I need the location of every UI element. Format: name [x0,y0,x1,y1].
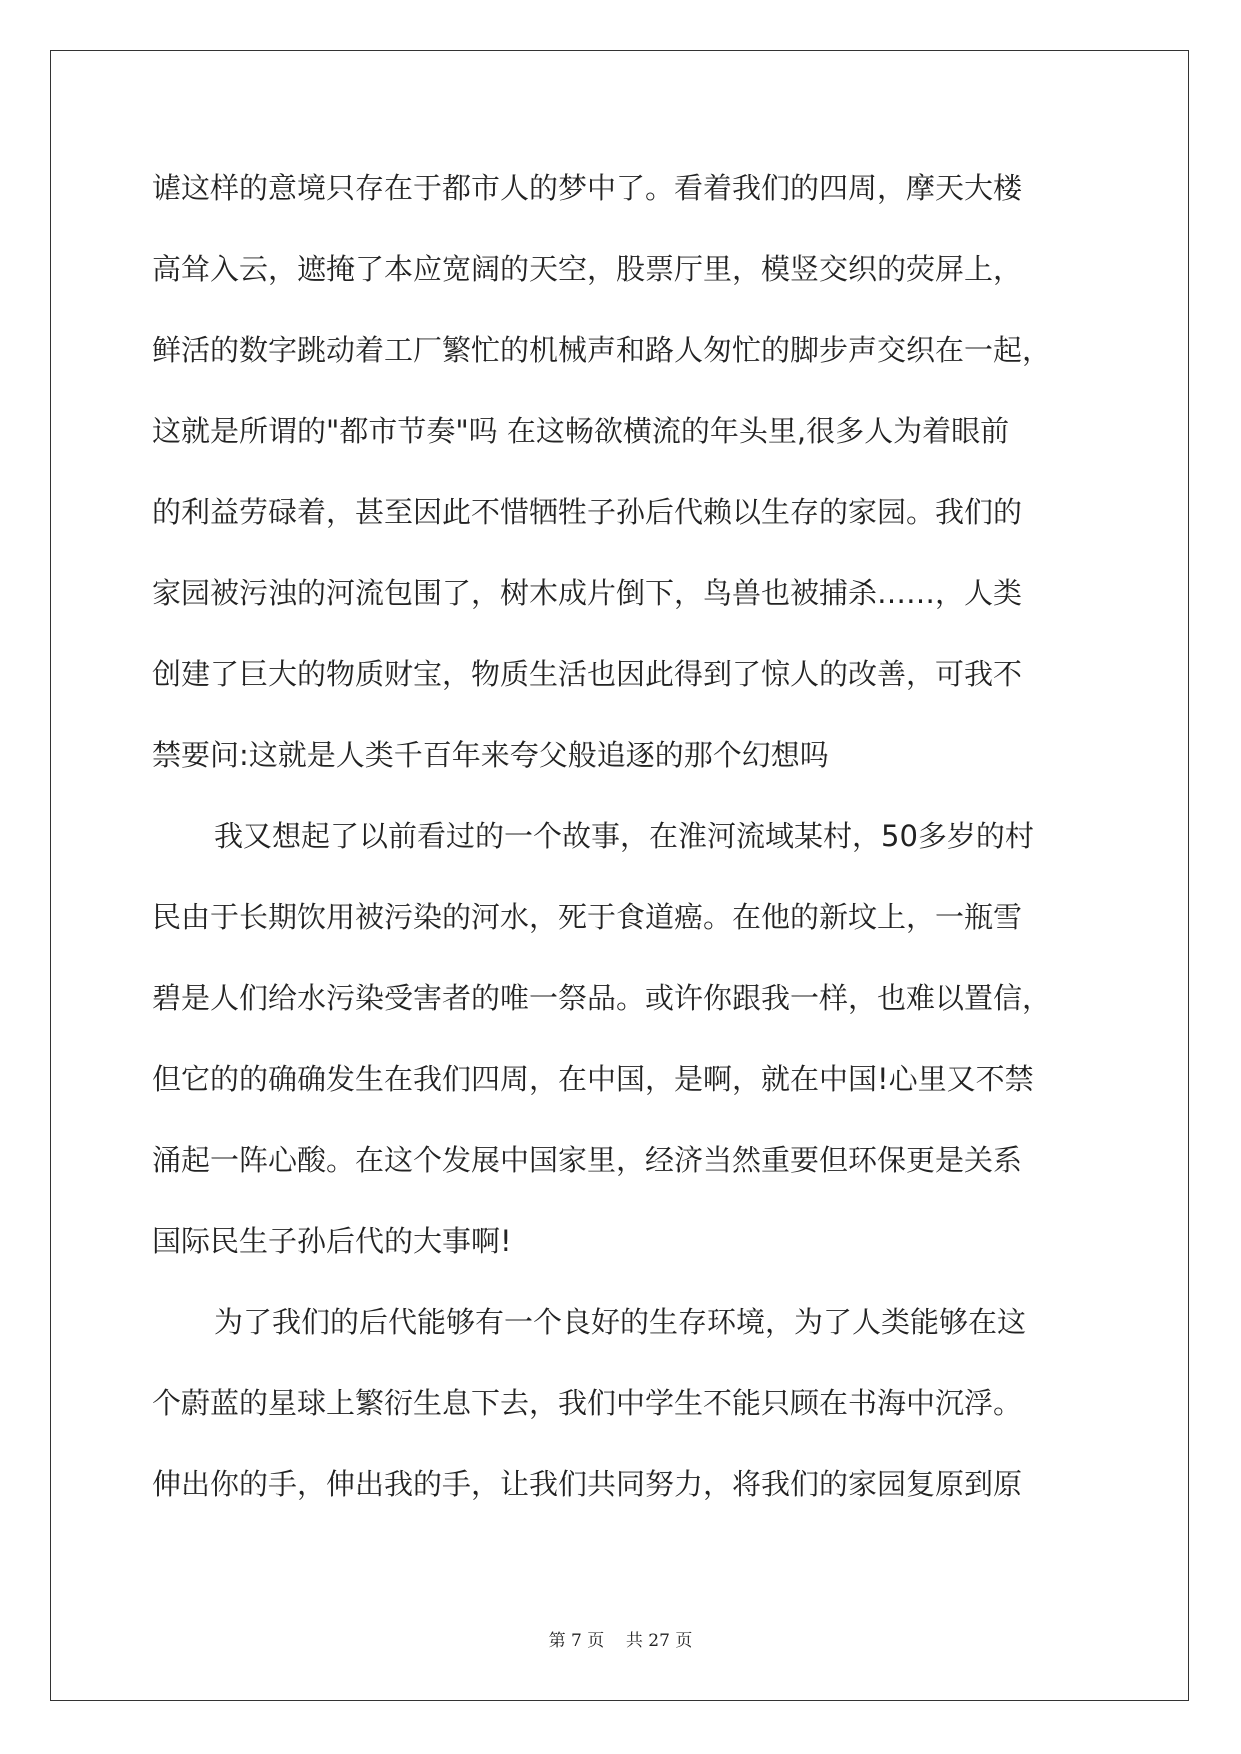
text-line: 个蔚蓝的星球上繁衍生息下去，我们中学生不能只顾在书海中沉浮。 [152,1386,1023,1420]
document-body [152,160,1097,1537]
text-line: 涌起一阵心酸。在这个发展中国家里，经济当然重要但环保更是关系 [152,1143,1023,1177]
text-line: 禁要问:这就是人类千百年来夸父般追逐的那个幻想吗 [152,738,829,772]
text-line: 伸出你的手，伸出我的手，让我们共同努力，将我们的家园复原到原 [152,1467,1023,1501]
text-line: 这就是所谓的"都市节奏"吗 在这畅欲横流的年头里,很多人为着眼前 [152,414,1010,448]
text-line: 鲜活的数字跳动着工厂繁忙的机械声和路人匆忙的脚步声交织在一起， [152,333,1052,367]
text-line: 但它的的确确发生在我们四周，在中国，是啊，就在中国!心里又不禁 [152,1062,1034,1096]
text-line: 谑这样的意境只存在于都市人的梦中了。看着我们的四周，摩天大楼 [152,171,1023,205]
text-line: 我又想起了以前看过的一个故事，在淮河流域某村，50多岁的村 [214,819,1034,853]
text-line: 为了我们的后代能够有一个良好的生存环境，为了人类能够在这 [214,1305,1027,1339]
text-line: 创建了巨大的物质财宝，物质生活也因此得到了惊人的改善，可我不 [152,657,1023,691]
page-footer: 第 7 页 共 27 页 [548,1631,693,1651]
text-line: 国际民生子孙后代的大事啊! [152,1224,512,1258]
text-line: 碧是人们给水污染受害者的唯一祭品。或许你跟我一样，也难以置信， [152,981,1052,1015]
text-line: 高耸入云，遮掩了本应宽阔的天空，股票厅里，模竖交织的荧屏上， [152,252,1023,286]
text-line: 民由于长期饮用被污染的河水，死于食道癌。在他的新坟上，一瓶雪 [152,900,1023,934]
text-line: 家园被污浊的河流包围了，树木成片倒下，鸟兽也被捕杀……，人类 [152,576,1023,610]
text-line: 的利益劳碌着，甚至因此不惜牺牲子孙后代赖以生存的家园。我们的 [152,495,1023,529]
